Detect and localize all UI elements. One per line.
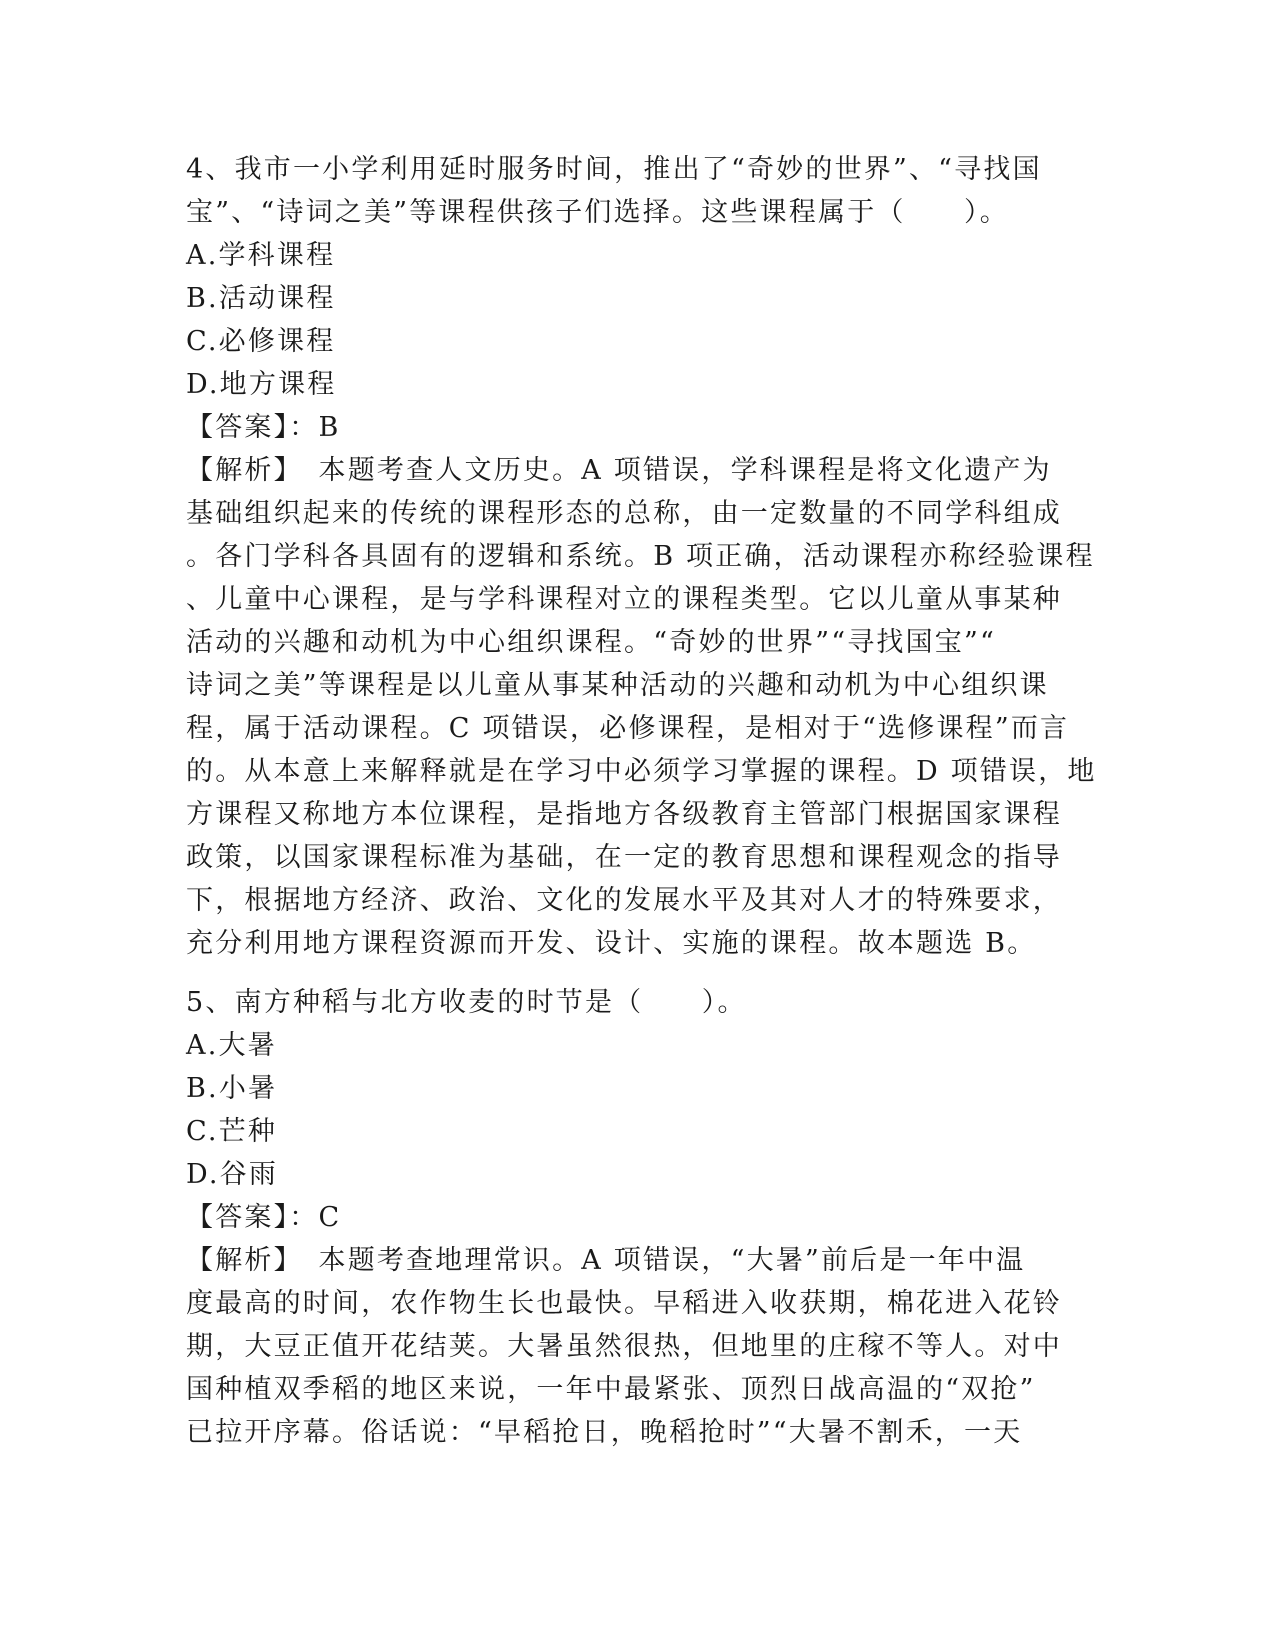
analysis-line: 基础组织起来的传统的课程形态的总称，由一定数量的不同学科组成 — [186, 498, 1062, 529]
question-stem-line: 4、我市一小学利用延时服务时间，推出了“奇妙的世界”、“寻找国 — [186, 154, 1042, 185]
option-a: A.学科课程 — [186, 240, 336, 271]
question-4 — [186, 148, 1097, 965]
option-d: D.谷雨 — [186, 1159, 279, 1190]
answer-line: 【答案】：B — [186, 412, 341, 443]
option-b: B.小暑 — [186, 1073, 278, 1104]
option-d: D.地方课程 — [186, 369, 337, 400]
analysis-line: 政策，以国家课程标准为基础，在一定的教育思想和课程观念的指导 — [186, 842, 1062, 873]
analysis-line: 。各门学科各具固有的逻辑和系统。B 项正确，活动课程亦称经验课程 — [186, 541, 1095, 572]
analysis-line: 国种植双季稻的地区来说，一年中最紧张、顶烈日战高温的“双抢” — [186, 1374, 1036, 1405]
answer-line: 【答案】：C — [186, 1202, 342, 1233]
analysis-line: 【解析】 本题考查人文历史。A 项错误，学科课程是将文化遗产为 — [186, 455, 1052, 486]
analysis-line: 度最高的时间，农作物生长也最快。早稻进入收获期，棉花进入花铃 — [186, 1288, 1062, 1319]
question-stem-line: 宝”、“诗词之美”等课程供孩子们选择。这些课程属于（ ）。 — [186, 197, 1009, 228]
analysis-line: 程，属于活动课程。C 项错误，必修课程，是相对于“选修课程”而言 — [186, 713, 1070, 744]
analysis-line: 【解析】 本题考查地理常识。A 项错误，“大暑”前后是一年中温 — [186, 1245, 1026, 1276]
analysis-line: 方课程又称地方本位课程，是指地方各级教育主管部门根据国家课程 — [186, 799, 1062, 830]
option-c: C.芒种 — [186, 1116, 278, 1147]
analysis-line: 的。从本意上来解释就是在学习中必须学习掌握的课程。D 项错误，地 — [186, 756, 1097, 787]
question-stem-line: 5、南方种稻与北方收麦的时节是（ ）。 — [186, 987, 747, 1018]
analysis-line: 已拉开序幕。俗话说：“早稻抢日，晚稻抢时”“大暑不割禾，一天 — [186, 1417, 1023, 1448]
analysis-line: 诗词之美”等课程是以儿童从事某种活动的兴趣和动机为中心组织课 — [186, 670, 1049, 701]
option-c: C.必修课程 — [186, 326, 336, 357]
document-page — [186, 148, 1097, 1454]
analysis-line: 下，根据地方经济、政治、文化的发展水平及其对人才的特殊要求， — [186, 885, 1062, 916]
analysis-line: 活动的兴趣和动机为中心组织课程。“奇妙的世界”“寻找国宝”“ — [186, 627, 997, 658]
option-b: B.活动课程 — [186, 283, 336, 314]
analysis-line: 、儿童中心课程，是与学科课程对立的课程类型。它以儿童从事某种 — [186, 584, 1062, 615]
question-5 — [186, 981, 1086, 1454]
analysis-line: 期，大豆正值开花结荚。大暑虽然很热，但地里的庄稼不等人。对中 — [186, 1331, 1062, 1362]
option-a: A.大暑 — [186, 1030, 277, 1061]
analysis-line: 充分利用地方课程资源而开发、设计、实施的课程。故本题选 B。 — [186, 928, 1037, 959]
